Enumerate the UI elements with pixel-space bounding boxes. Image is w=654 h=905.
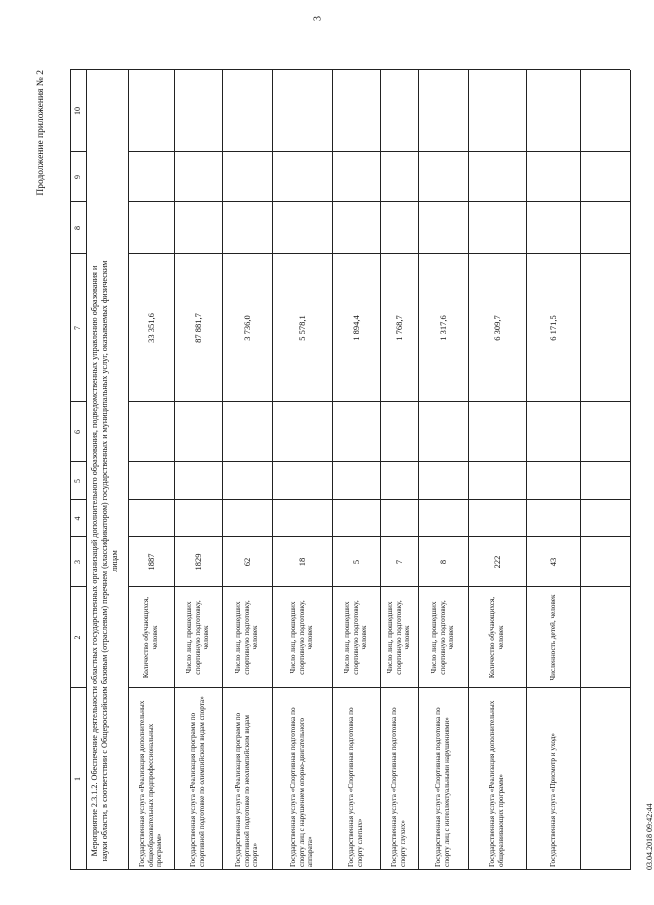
table-rule: [128, 401, 630, 402]
column-number: 6: [73, 430, 82, 434]
row-indicator: Число лиц, прошедших спортивную подготовку, человек: [289, 600, 315, 675]
row-amount: 1 768,7: [393, 315, 404, 341]
column-number: 1: [73, 777, 82, 781]
row-service: Государственная услуга «Спортивная подготовка по спорту глухих»: [390, 707, 407, 867]
table-rule: [128, 499, 630, 500]
row-amount: 6 171,5: [547, 315, 558, 341]
row-service: Государственная услуга «Спортивная подготовка по спорту лиц с интеллектуальными нарушениями»: [434, 707, 451, 867]
footer-timestamp: 03.04.2018 09:42:44: [645, 803, 654, 870]
table-rule: [86, 70, 87, 870]
column-number: 4: [73, 516, 82, 521]
row-value: 43: [547, 557, 558, 567]
rotated-table-area: [36, 70, 654, 870]
column-number: 5: [73, 479, 82, 483]
row-value: 1887: [145, 553, 156, 571]
table-rule: [70, 70, 71, 870]
row-service: Государственная услуга «Реализация программ по спортивной подготовке по олимпийским видам спорта»: [189, 696, 206, 867]
column-number: 10: [73, 107, 82, 115]
table-rule: [580, 70, 581, 870]
table-rule: [70, 69, 630, 70]
row-indicator: Число лиц, прошедших спортивную подготовку, человек: [386, 600, 412, 675]
table-rule: [630, 70, 631, 870]
table-rule: [70, 869, 630, 870]
row-service: Государственная услуга «Спортивная подготовка по спорту слепых»: [347, 707, 364, 867]
row-value: 7: [393, 559, 404, 565]
row-service: Государственная услуга «Реализация дополнительных общеобразовательных предпрофессиональных программ»: [138, 700, 164, 867]
row-amount: 6 309,7: [491, 315, 502, 341]
row-service: Государственная услуга «Реализация программ по спортивной подготовке по неолимпийским видам спорта»: [234, 712, 260, 867]
appendix-caption: Продолжение приложения № 2: [36, 70, 46, 196]
row-amount: 5 578,1: [296, 315, 307, 341]
row-indicator: Количество обучающихся, человек: [488, 596, 505, 679]
row-value: 5: [350, 559, 361, 565]
row-value: 18: [296, 557, 307, 567]
row-value: 62: [241, 557, 252, 567]
row-indicator: Число лиц, прошедших спортивную подготовку, человек: [234, 600, 260, 675]
row-amount: 3 736,0: [241, 315, 252, 341]
table-rule: [128, 536, 630, 537]
row-service: Государственная услуга «Реализация дополнительных общеразвивающих программ»: [488, 700, 505, 867]
column-number: 3: [73, 560, 82, 564]
row-value: 222: [491, 555, 502, 569]
column-number: 9: [73, 175, 82, 179]
section-header: Мероприятие 2.3.1.2. Обеспечение деятельности областных государственных организаций дополнительного образования, подведомственных управлению образования и науки области, в соответствии с Общероссийским базовым (отраслевым) перечнем (классификатором) государственных и муниципальных услуг, оказываемых физическим лицам: [90, 260, 119, 862]
row-amount: 33 351,6: [145, 313, 156, 343]
table-rule: [128, 253, 630, 254]
table-rule: [128, 201, 630, 202]
row-indicator: Число лиц, прошедших спортивную подготовку, человек: [185, 600, 211, 675]
row-service: Государственная услуга «Спортивная подготовка по спорту лиц с нарушением опорно-двигательного аппарата»: [289, 707, 315, 867]
row-indicator: Число лиц, прошедших спортивную подготовку, человек: [343, 600, 369, 675]
row-amount: 1 894,4: [350, 315, 361, 341]
row-indicator: Число лиц, прошедших спортивную подготовку, человек: [430, 600, 456, 675]
row-service: Государственная услуга «Присмотр и уход»: [548, 732, 557, 867]
column-number: 7: [73, 326, 82, 330]
row-amount: 1 317,6: [437, 315, 448, 341]
row-value: 8: [437, 559, 448, 565]
row-value: 1829: [192, 553, 203, 571]
table-rule: [128, 586, 630, 587]
column-number: 8: [73, 226, 82, 230]
row-indicator: Численность детей, человек: [548, 594, 557, 681]
page-number: 3: [312, 16, 324, 21]
table-rule: [128, 461, 630, 462]
row-amount: 87 881,7: [192, 313, 203, 343]
table-rule: [128, 687, 630, 688]
row-indicator: Количество обучающихся, человек: [142, 596, 159, 679]
column-number: 2: [73, 635, 82, 640]
table-rule: [128, 151, 630, 152]
